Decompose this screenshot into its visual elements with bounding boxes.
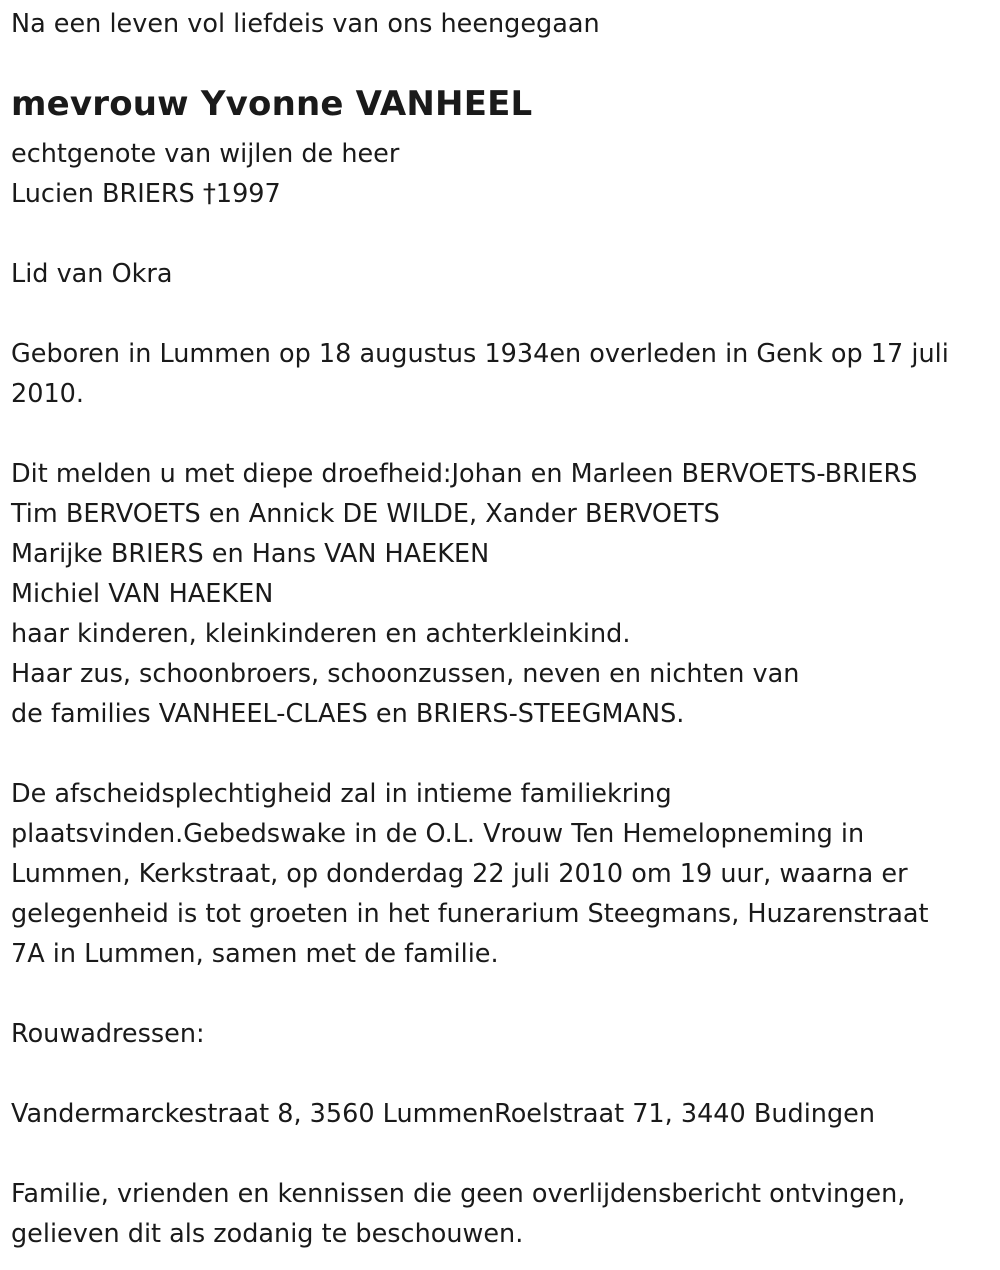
spouse-name: Lucien BRIERS [11, 179, 203, 209]
ceremony-line: plaatsvinden.Gebedswake in de O.L. Vrouw Ten Hemelopneming in [11, 819, 865, 849]
intro-text: Na een leven vol liefdeis van ons heengegaan [11, 9, 600, 39]
mourners-line: Marijke BRIERS en Hans VAN HAEKEN [11, 539, 490, 569]
mourners-line: Tim BERVOETS en Annick DE WILDE, Xander BERVOETS [11, 499, 720, 529]
birth-death-line: 2010. [11, 379, 85, 409]
addresses-label: Rouwadressen: [11, 1019, 205, 1049]
mourners-line: haar kinderen, kleinkinderen en achterkleinkind. [11, 619, 631, 649]
ceremony-line: gelegenheid is tot groeten in het funerarium Steegmans, Huzarenstraat [11, 899, 929, 929]
ceremony-line: 7A in Lummen, samen met de familie. [11, 939, 499, 969]
deceased-name: mevrouw Yvonne VANHEEL [11, 84, 533, 124]
mourners-line: Dit melden u met diepe droefheid:Johan en Marleen BERVOETS-BRIERS [11, 459, 918, 489]
birth-death-line: Geboren in Lummen op 18 augustus 1934en overleden in Genk op 17 juli [11, 339, 949, 369]
ceremony-line: Lummen, Kerkstraat, op donderdag 22 juli 2010 om 19 uur, waarna er [11, 859, 908, 889]
spouse-name-line [11, 174, 281, 214]
spouse-year: 1997 [215, 179, 281, 209]
closing-line: Familie, vrienden en kennissen die geen overlijdensbericht ontvingen, [11, 1179, 906, 1209]
mourners-line: de families VANHEEL-CLAES en BRIERS-STEEGMANS. [11, 699, 685, 729]
mourners-line: Haar zus, schoonbroers, schoonzussen, neven en nichten van [11, 659, 800, 689]
ceremony-line: De afscheidsplechtigheid zal in intieme familiekring [11, 779, 672, 809]
spouse-line: echtgenote van wijlen de heer [11, 139, 400, 169]
addresses-text: Vandermarckestraat 8, 3560 LummenRoelstraat 71, 3440 Budingen [11, 1099, 875, 1129]
mourners-line: Michiel VAN HAEKEN [11, 579, 274, 609]
membership-text: Lid van Okra [11, 259, 173, 289]
cross-icon: † [202, 179, 216, 209]
closing-line: gelieven dit als zodanig te beschouwen. [11, 1219, 524, 1249]
